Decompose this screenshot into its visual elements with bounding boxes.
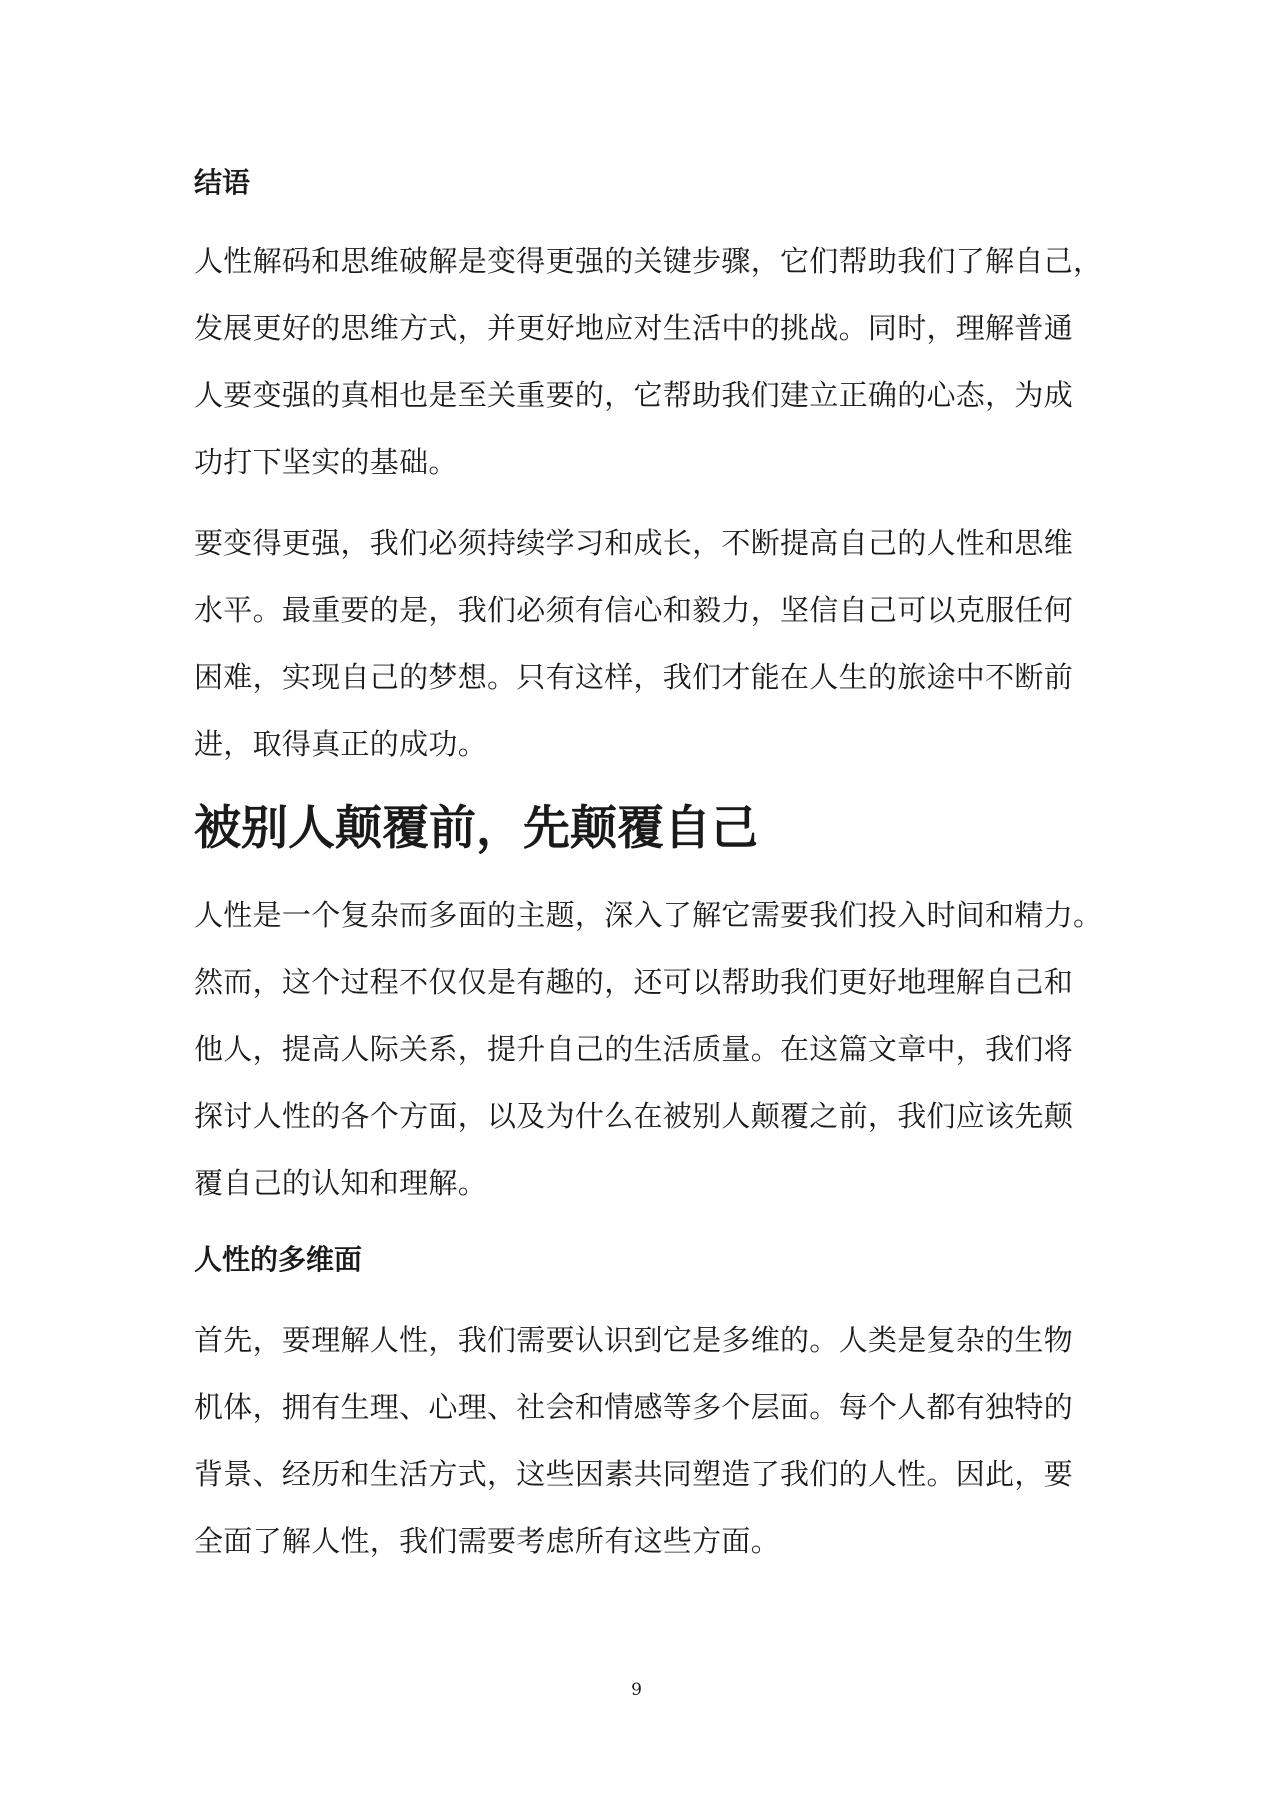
section-heading-multidimensional: 人性的多维面 [194,1243,363,1276]
text-line: 覆自己的认知和理解。 [194,1166,488,1200]
text-line: 发展更好的思维方式，并更好地应对生活中的挑战。同时，理解普通 [194,311,1074,345]
text-line: 水平。最重要的是，我们必须有信心和毅力，坚信自己可以克服任何 [194,593,1074,627]
text-line: 首先，要理解人性，我们需要认识到它是多维的。人类是复杂的生物 [194,1323,1074,1357]
text-line: 困难，实现自己的梦想。只有这样，我们才能在人生的旅途中不断前 [194,660,1074,694]
text-line: 他人，提高人际关系，提升自己的生活质量。在这篇文章中，我们将 [194,1032,1074,1066]
text-line: 人性解码和思维破解是变得更强的关键步骤，它们帮助我们了解自己， [194,244,1103,278]
text-line: 要变得更强，我们必须持续学习和成长，不断提高自己的人性和思维 [194,526,1074,560]
section-heading-conclusion: 结语 [194,166,251,199]
text-line: 然而，这个过程不仅仅是有趣的，还可以帮助我们更好地理解自己和 [194,965,1074,999]
chapter-title: 被别人颠覆前，先颠覆自己 [194,801,758,856]
text-line: 机体，拥有生理、心理、社会和情感等多个层面。每个人都有独特的 [194,1390,1074,1424]
paragraph-intro [194,882,1103,1217]
text-line: 探讨人性的各个方面，以及为什么在被别人颠覆之前，我们应该先颠 [194,1099,1074,1133]
page-content [194,160,1103,1575]
text-line: 人要变强的真相也是至关重要的，它帮助我们建立正确的心态，为成 [194,378,1074,412]
text-line: 人性是一个复杂而多面的主题，深入了解它需要我们投入时间和精力。 [194,898,1103,932]
text-line: 进，取得真正的成功。 [194,727,488,761]
paragraph-multidimensional [194,1307,1094,1575]
text-line: 全面了解人性，我们需要考虑所有这些方面。 [194,1524,781,1558]
text-line: 功打下坚实的基础。 [194,445,458,479]
text-line: 背景、经历和生活方式，这些因素共同塑造了我们的人性。因此，要 [194,1457,1074,1491]
paragraph-conclusion-2 [194,510,1094,778]
paragraph-conclusion-1 [194,228,1103,496]
page-number: 9 [631,1680,642,1700]
